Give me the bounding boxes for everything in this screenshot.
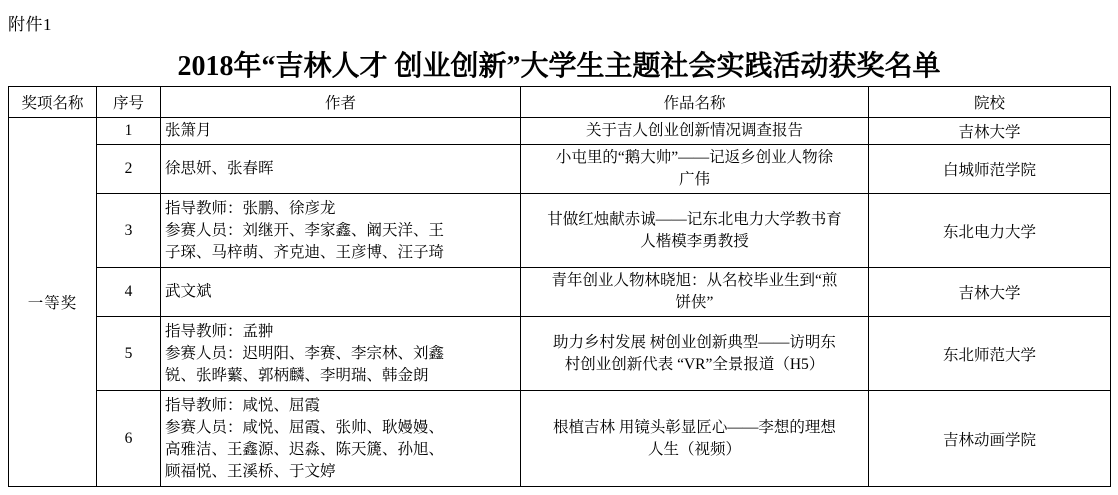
row-author <box>161 118 521 145</box>
row-author <box>161 194 521 268</box>
author-line: 张箫月 <box>165 122 212 139</box>
row-work <box>521 391 869 487</box>
column-header-award: 奖项名称 <box>9 87 97 118</box>
author-line: 顾福悦、王溪桥、于文婷 <box>165 462 336 480</box>
row-school: 白城师范学院 <box>869 145 1111 194</box>
page-title: 2018年“吉林人才 创业创新”大学生主题社会实践活动获奖名单 <box>177 51 941 82</box>
table-header <box>9 87 1111 118</box>
column-header-author: 作者 <box>161 87 521 118</box>
award-list-table <box>8 86 1111 487</box>
row-work <box>521 317 869 391</box>
table-row <box>9 391 1111 487</box>
author-line: 指导教师：张鹏、徐彦龙 <box>165 199 336 217</box>
row-number: 1 <box>97 118 161 145</box>
attachment-label: 附件1 <box>8 15 52 34</box>
row-school: 吉林动画学院 <box>869 391 1111 487</box>
author-line: 武文斌 <box>165 283 212 300</box>
row-number: 2 <box>97 145 161 194</box>
author-line: 参赛人员：刘继开、李家鑫、阚天洋、王 <box>165 221 445 239</box>
work-line: 饼侠” <box>675 294 714 311</box>
row-number: 5 <box>97 317 161 391</box>
author-line: 指导教师：咸悦、屈霞 <box>165 396 321 414</box>
table-row <box>9 118 1111 145</box>
row-school: 东北电力大学 <box>869 194 1111 268</box>
award-group-cell: 一等奖 <box>9 118 97 487</box>
author-line: 锐、张晔蘩、郭柄麟、李明瑞、韩金朗 <box>165 366 429 384</box>
author-line: 参赛人员：迟明阳、李赛、李宗林、刘鑫 <box>165 344 445 362</box>
author-line: 高雅洁、王鑫源、迟淼、陈天篪、孙旭、 <box>165 440 445 458</box>
work-line: 青年创业人物林晓旭：从名校毕业生到“煎 <box>551 272 838 289</box>
row-number: 4 <box>97 268 161 317</box>
work-line: 人生（视频） <box>647 440 741 458</box>
work-line: 人楷模李勇教授 <box>640 232 749 250</box>
table-row <box>9 194 1111 268</box>
row-author <box>161 145 521 194</box>
table-row <box>9 145 1111 194</box>
row-work <box>521 194 869 268</box>
work-line: 根植吉林 用镜头彰显匠心——李想的理想 <box>553 418 836 436</box>
author-line: 参赛人员：咸悦、屈霞、张帅、耿嫚嫚、 <box>165 418 445 436</box>
row-number: 3 <box>97 194 161 268</box>
work-line: 小屯里的“鹅大帅”——记返乡创业人物徐 <box>555 149 834 166</box>
row-number: 6 <box>97 391 161 487</box>
column-header-work: 作品名称 <box>521 87 869 118</box>
column-header-no: 序号 <box>97 87 161 118</box>
row-work <box>521 118 869 145</box>
work-line: 甘做红烛献赤诚——记东北电力大学教书育 <box>547 210 842 228</box>
work-line: 广伟 <box>678 171 710 188</box>
table-row <box>9 317 1111 391</box>
author-line: 指导教师：孟翀 <box>165 322 274 340</box>
work-line: 助力乡村发展 树创业创新典型——访明东 <box>553 333 836 351</box>
author-line: 徐思妍、张春晖 <box>165 160 274 177</box>
row-author <box>161 391 521 487</box>
row-work <box>521 268 869 317</box>
column-header-school: 院校 <box>869 87 1111 118</box>
work-line: 关于吉人创业创新情况调查报告 <box>585 122 803 139</box>
row-school: 吉林大学 <box>869 118 1111 145</box>
table-body <box>9 118 1111 487</box>
row-work <box>521 145 869 194</box>
row-school: 东北师范大学 <box>869 317 1111 391</box>
row-author <box>161 317 521 391</box>
work-line: 村创业创新代表 “VR”全景报道（H5） <box>564 355 825 373</box>
table-header-row <box>9 87 1111 118</box>
table-row <box>9 268 1111 317</box>
row-author <box>161 268 521 317</box>
row-school: 吉林大学 <box>869 268 1111 317</box>
author-line: 子琛、马梓萌、齐克迪、王彦博、汪子琦 <box>165 243 445 261</box>
